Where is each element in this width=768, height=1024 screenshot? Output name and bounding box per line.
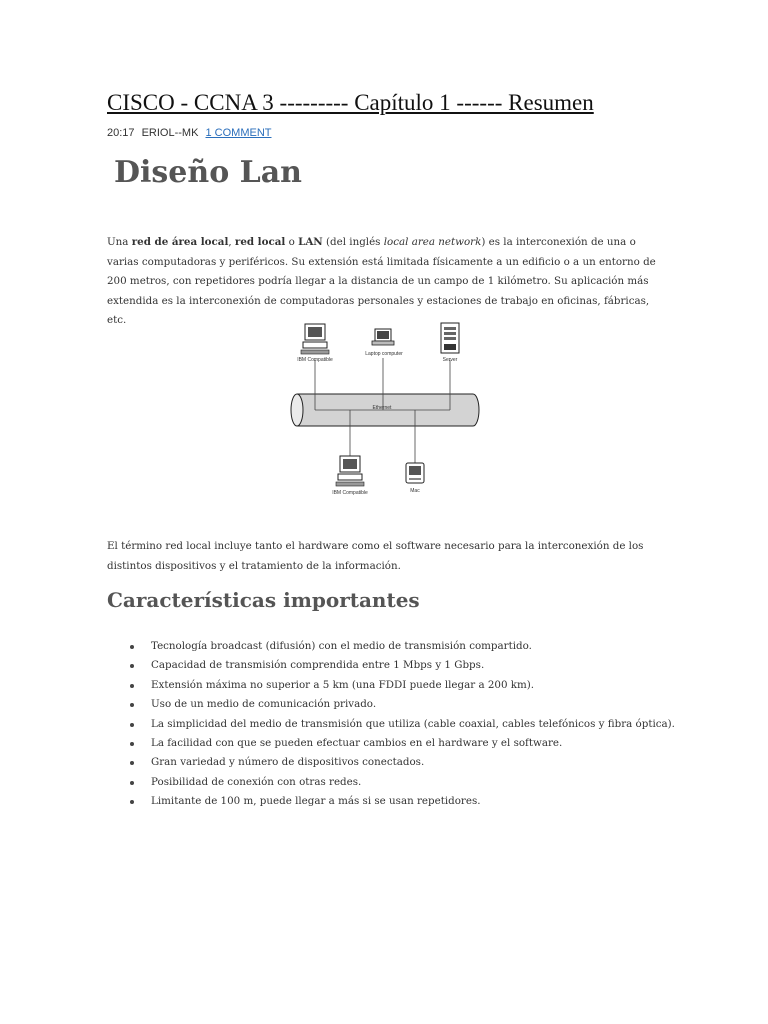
ethernet-label: Ethernet (372, 405, 392, 411)
features-list (107, 637, 687, 812)
intro-text-3: o (285, 236, 299, 248)
list-item: Extensión máxima no superior a 5 km (una FDDI puede llegar a 200 km). (107, 676, 687, 695)
laptop-icon (372, 329, 394, 345)
ibm-compatible-bottom-label: IBM Compatible (332, 490, 368, 496)
ibm-compatible-top-icon (301, 324, 329, 354)
laptop-label: Laptop computer (365, 351, 403, 357)
intro-text-4: (del inglés (322, 236, 384, 248)
list-item: La facilidad con que se pueden efectuar cambios en el hardware y el software. (107, 734, 687, 753)
term-lan: LAN (298, 236, 323, 248)
list-item: Limitante de 100 m, puede llegar a más si se usan repetidores. (107, 792, 687, 811)
post-time: 20:17 (107, 127, 135, 139)
ethernet-bus (291, 394, 479, 426)
red-local-paragraph: El término red local incluye tanto el hardware como el software necesario para la interconexión de los distintos dispositivos y el tratamiento de la información. (107, 540, 644, 572)
section-heading-diseno-lan: Diseño Lan (114, 155, 302, 190)
intro-text-2: , (228, 236, 235, 248)
mac-icon (406, 463, 424, 483)
list-item: Capacidad de transmisión comprendida entre 1 Mbps y 1 Gbps. (107, 656, 687, 675)
list-item: La simplicidad del medio de transmisión que utiliza (cable coaxial, cables telefónicos y fibra óptica). (107, 715, 687, 734)
server-label: Server (442, 357, 458, 363)
comments-link[interactable]: 1 COMMENT (205, 127, 272, 139)
term-red-area-local: red de área local (131, 236, 229, 248)
post-author: ERIOL--MK (141, 127, 199, 139)
term-red-local: red local (234, 236, 286, 248)
intro-text-5: ) es la interconexión de una o varias computadoras y periféricos. Su extensión está limitada físicamente a un edificio o a un entorno de 200 metros, con repetidores podría llegar a la distancia de un campo de 1 kilómetro. Su aplicación más extendida es la interconexión de computadoras personales y estaciones de trabajo en oficinas, fábricas, etc. (107, 236, 656, 326)
list-item: Uso de un medio de comunicación privado. (107, 695, 687, 714)
intro-paragraph (107, 233, 663, 331)
mac-label: Mac (410, 488, 420, 494)
lan-diagram (285, 318, 485, 500)
list-item: Posibilidad de conexión con otras redes. (107, 773, 687, 792)
intro-text-1: Una (107, 236, 132, 248)
post-meta (107, 127, 272, 139)
list-item: Gran variedad y número de dispositivos conectados. (107, 753, 687, 772)
section-heading-caracteristicas: Características importantes (107, 588, 420, 612)
post-title[interactable]: CISCO - CCNA 3 --------- Capítulo 1 ------ Resumen (107, 90, 594, 115)
ibm-compatible-top-label: IBM Compatible (297, 357, 333, 363)
list-item: Tecnología broadcast (difusión) con el medio de transmisión compartido. (107, 637, 687, 656)
term-local-area-network: local area network (383, 236, 482, 248)
ibm-compatible-bottom-icon (336, 456, 364, 486)
server-icon (441, 323, 459, 353)
